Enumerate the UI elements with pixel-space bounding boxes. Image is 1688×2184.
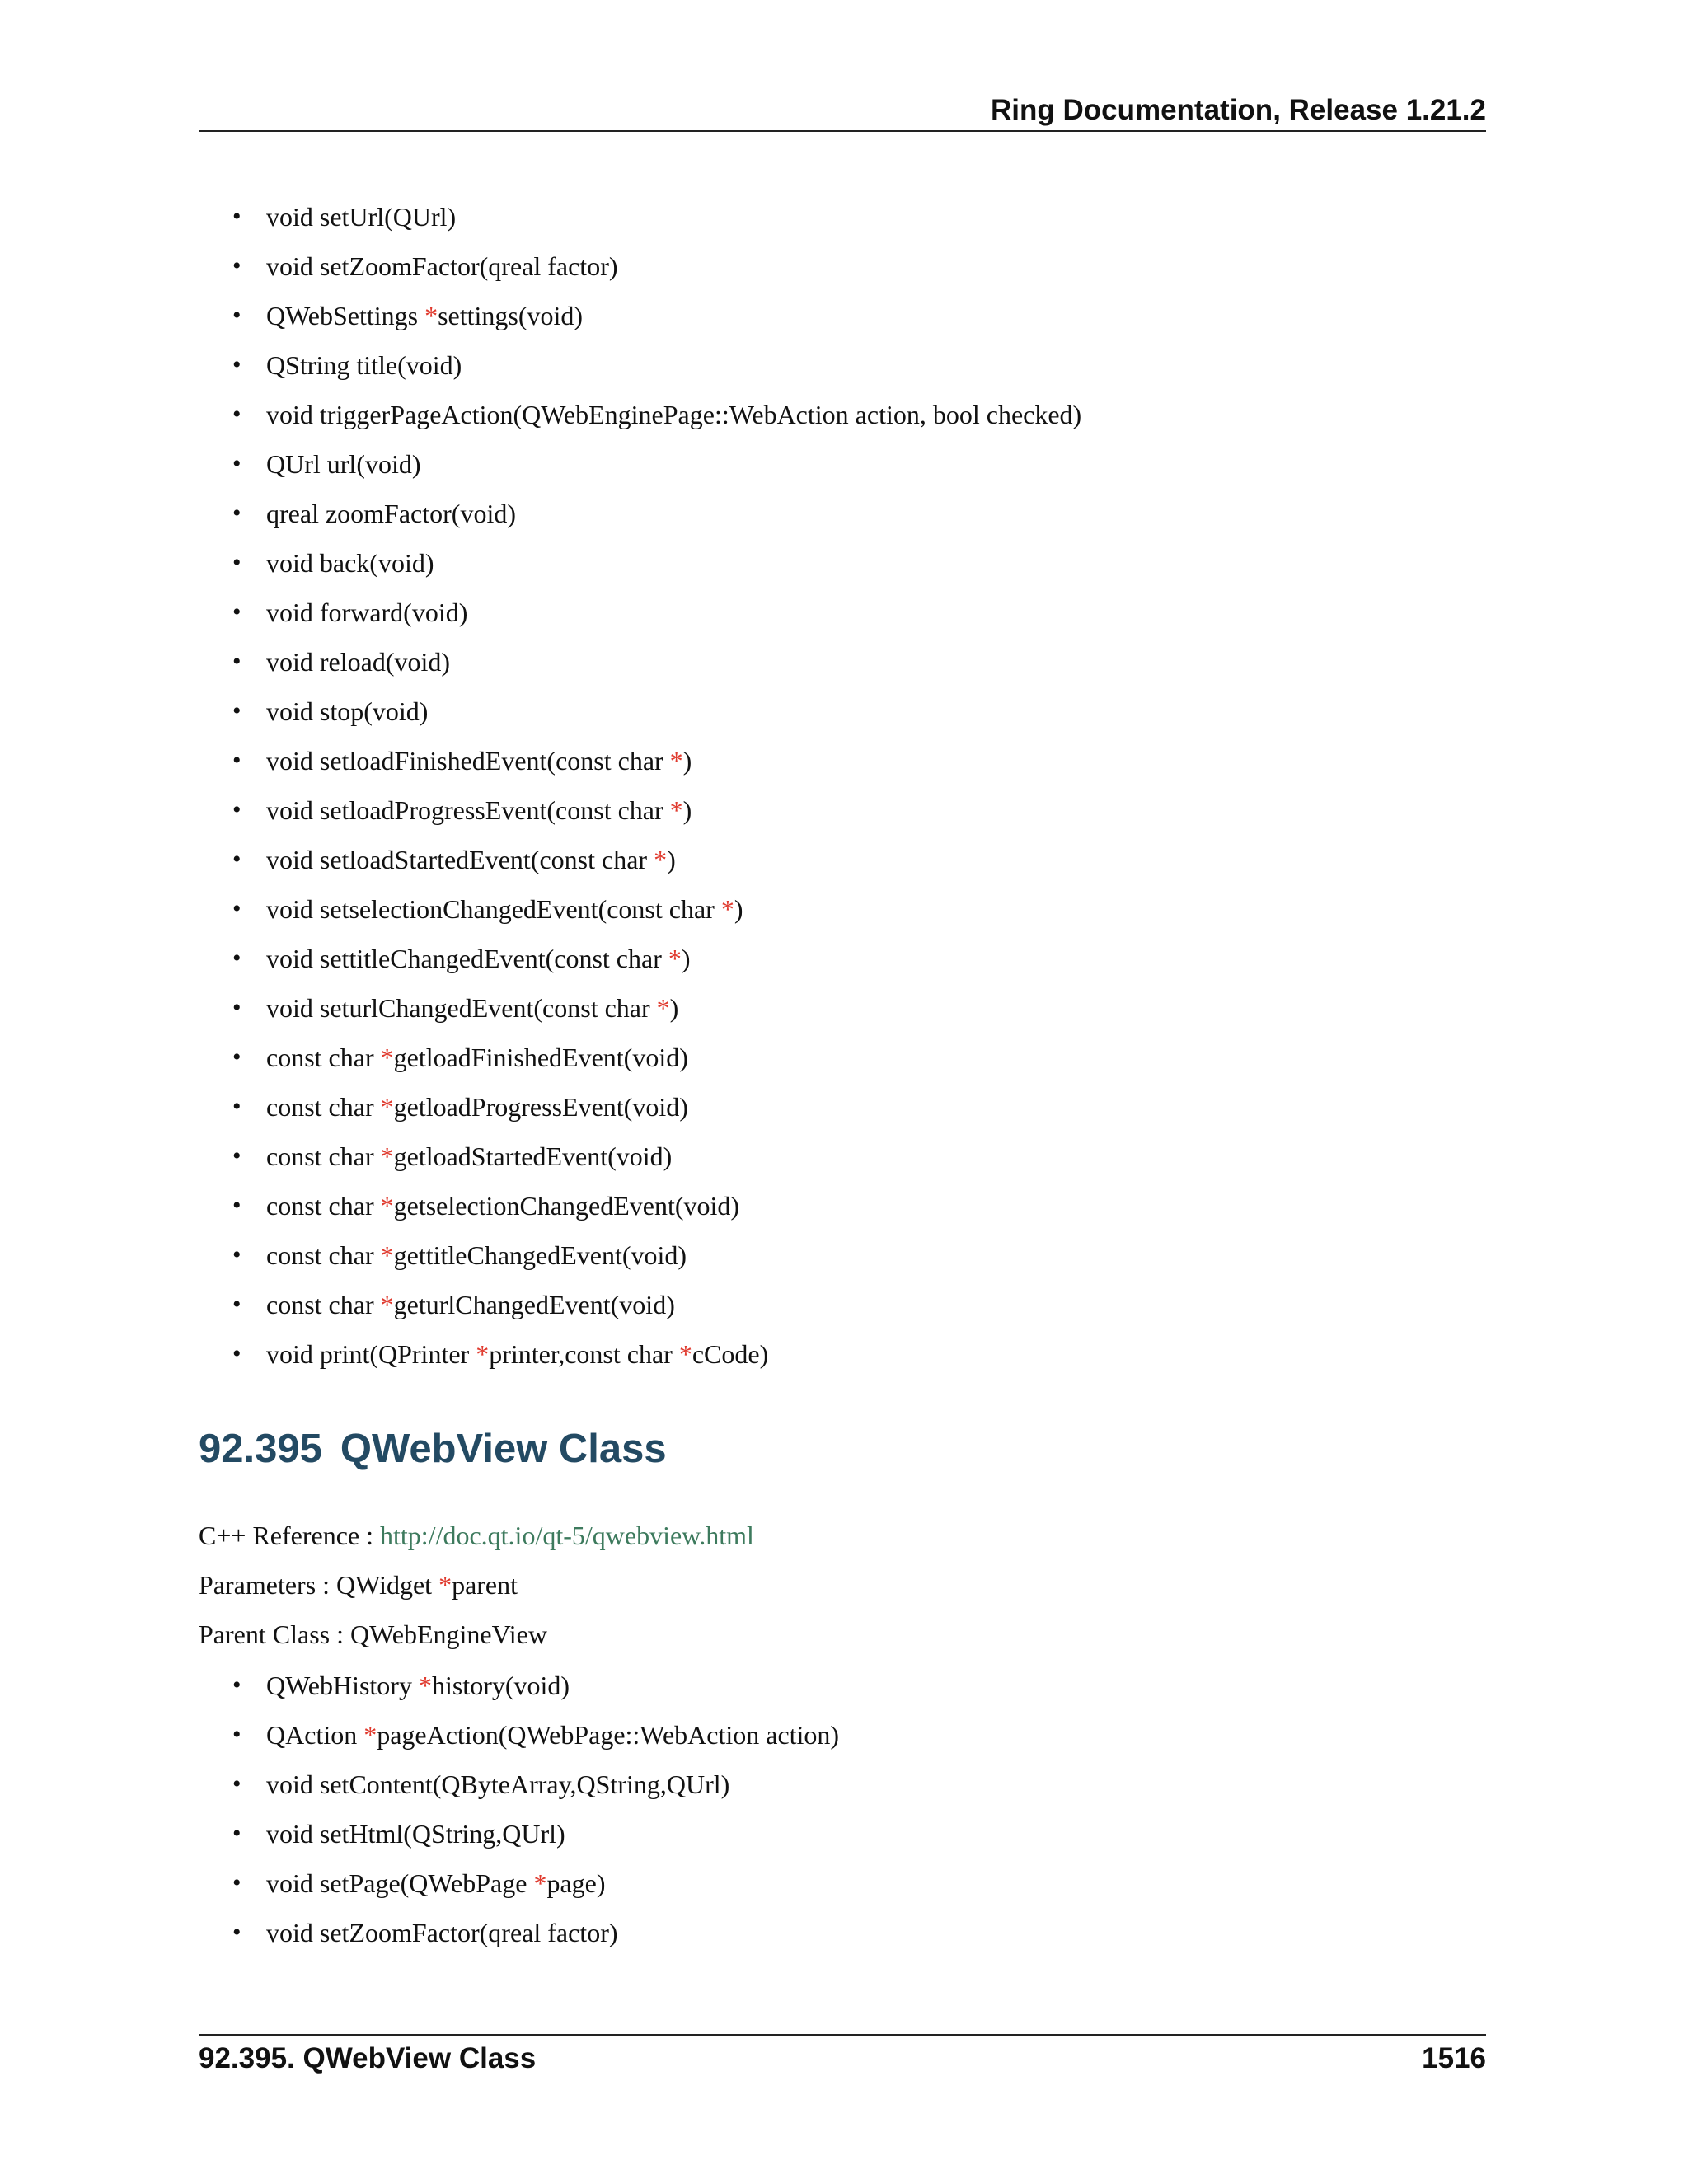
list-item [232, 1181, 1480, 1230]
method-signature [266, 1809, 565, 1858]
method-list-bottom [232, 1661, 1480, 1957]
cpp-reference-label: C++ Reference : [199, 1521, 380, 1550]
bullet-icon: • [232, 895, 241, 922]
footer-page-number: 1516 [1422, 2042, 1486, 2074]
signature-text: QWebHistory [266, 1671, 419, 1700]
cpp-reference-link[interactable]: http://doc.qt.io/qt-5/qwebview.html [380, 1521, 754, 1550]
signature-text: const char [266, 1092, 381, 1122]
section-number: 92.395 [199, 1427, 322, 1471]
method-signature [266, 1329, 768, 1379]
pointer-star: * [669, 746, 683, 776]
pointer-star: * [669, 795, 683, 825]
parent-class-line: Parent Class : QWebEngineView [199, 1619, 547, 1649]
bullet-icon: • [232, 549, 241, 576]
signature-text: void setloadProgressEvent(const char [266, 795, 670, 825]
method-signature [266, 1082, 688, 1132]
bullet-icon: • [232, 648, 241, 675]
bullet-icon: • [232, 598, 241, 626]
method-signature [266, 439, 421, 489]
section-heading [199, 1426, 667, 1472]
list-item [232, 884, 1480, 934]
signature-text: void setContent(QByteArray,QString,QUrl) [266, 1769, 730, 1799]
bullet-icon: • [232, 1721, 241, 1748]
bullet-icon: • [232, 846, 241, 873]
header-divider [199, 130, 1486, 132]
bullet-icon: • [232, 747, 241, 774]
signature-text: history(void) [431, 1671, 570, 1700]
list-item [232, 1760, 1480, 1809]
method-signature [266, 934, 691, 983]
signature-text: void setZoomFactor(qreal factor) [266, 1918, 618, 1947]
pointer-star: * [380, 1290, 394, 1319]
signature-text: page) [546, 1868, 606, 1898]
footer-divider [199, 2034, 1486, 2036]
bullet-icon: • [232, 499, 241, 527]
method-signature [266, 835, 676, 884]
list-item [232, 736, 1480, 785]
bullet-icon: • [232, 796, 241, 823]
signature-text: void reload(void) [266, 647, 451, 677]
method-signature [266, 241, 618, 291]
pointer-star: * [380, 1141, 394, 1171]
bullet-icon: • [232, 450, 241, 477]
list-item [232, 637, 1480, 687]
signature-text: const char [266, 1290, 381, 1319]
signature-text: getselectionChangedEvent(void) [393, 1191, 740, 1221]
list-item [232, 439, 1480, 489]
bullet-icon: • [232, 1043, 241, 1071]
method-signature [266, 1661, 570, 1710]
signature-text: void setHtml(QString,QUrl) [266, 1819, 565, 1849]
method-signature [266, 785, 692, 835]
signature-text: void print(QPrinter [266, 1339, 476, 1369]
list-item [232, 588, 1480, 637]
method-signature [266, 687, 428, 736]
bullet-icon: • [232, 401, 241, 428]
method-signature [266, 588, 467, 637]
pointer-star: * [668, 944, 682, 973]
bullet-icon: • [232, 203, 241, 230]
signature-text: QWebSettings [266, 301, 425, 330]
signature-text: ) [681, 944, 691, 973]
bullet-icon: • [232, 1340, 241, 1367]
signature-text: void setUrl(QUrl) [266, 202, 457, 232]
pointer-star: * [380, 1240, 394, 1270]
bullet-icon: • [232, 1093, 241, 1120]
pointer-star: * [380, 1092, 394, 1122]
bullet-icon: • [232, 252, 241, 279]
parameters-line [199, 1560, 518, 1610]
list-item [232, 1082, 1480, 1132]
list-item [232, 1329, 1480, 1379]
method-signature [266, 1908, 618, 1957]
running-header: Ring Documentation, Release 1.21.2 [990, 94, 1486, 126]
signature-text: ) [734, 894, 743, 924]
bullet-icon: • [232, 944, 241, 972]
method-signature [266, 538, 434, 588]
signature-text: ) [669, 993, 679, 1023]
method-signature [266, 1710, 839, 1760]
method-signature [266, 390, 1081, 439]
bullet-icon: • [232, 1241, 241, 1268]
bullet-icon: • [232, 1770, 241, 1797]
signature-text: ) [682, 795, 692, 825]
pointer-star: * [363, 1720, 377, 1750]
list-item [232, 1132, 1480, 1181]
pointer-star: * [380, 1191, 394, 1221]
signature-text: void back(void) [266, 548, 434, 578]
signature-text: void setZoomFactor(qreal factor) [266, 251, 618, 281]
signature-text: QString title(void) [266, 350, 462, 380]
list-item [232, 1033, 1480, 1082]
signature-text: void settitleChangedEvent(const char [266, 944, 668, 973]
pointer-star: * [654, 845, 668, 874]
list-item [232, 1230, 1480, 1280]
bullet-icon: • [232, 994, 241, 1021]
parameters-label: Parameters : QWidget [199, 1570, 439, 1600]
list-item [232, 291, 1480, 340]
signature-text: void stop(void) [266, 696, 429, 726]
signature-text: geturlChangedEvent(void) [393, 1290, 675, 1319]
method-signature [266, 1181, 739, 1230]
list-item [232, 1908, 1480, 1957]
pointer-star: * [424, 301, 438, 330]
cpp-reference-line [199, 1511, 754, 1560]
parameters-name: parent [452, 1570, 518, 1600]
list-item [232, 687, 1480, 736]
bullet-icon: • [232, 1192, 241, 1219]
list-item [232, 983, 1480, 1033]
signature-text: void setselectionChangedEvent(const char [266, 894, 721, 924]
pointer-star: * [476, 1339, 490, 1369]
method-signature [266, 489, 516, 538]
method-signature [266, 1230, 687, 1280]
signature-text: void seturlChangedEvent(const char [266, 993, 657, 1023]
list-item [232, 1280, 1480, 1329]
method-signature [266, 1760, 729, 1809]
bullet-icon: • [232, 1142, 241, 1169]
bullet-icon: • [232, 1869, 241, 1896]
method-signature [266, 884, 743, 934]
method-signature [266, 736, 692, 785]
bullet-icon: • [232, 697, 241, 724]
method-signature [266, 983, 678, 1033]
pointer-star: * [720, 894, 734, 924]
method-signature [266, 1033, 688, 1082]
method-signature [266, 1280, 675, 1329]
signature-text: getloadFinishedEvent(void) [393, 1043, 688, 1072]
list-item [232, 192, 1480, 241]
method-signature [266, 1132, 672, 1181]
signature-text: void setloadStartedEvent(const char [266, 845, 654, 874]
pointer-star: * [418, 1671, 432, 1700]
list-item [232, 1858, 1480, 1908]
pointer-star: * [533, 1868, 547, 1898]
signature-text: gettitleChangedEvent(void) [393, 1240, 687, 1270]
list-item [232, 241, 1480, 291]
signature-text: settings(void) [438, 301, 584, 330]
signature-text: void setloadFinishedEvent(const char [266, 746, 670, 776]
section-title-text: QWebView Class [340, 1427, 667, 1471]
pointer-star: * [438, 1570, 452, 1600]
signature-text: QAction [266, 1720, 364, 1750]
signature-text: const char [266, 1191, 381, 1221]
list-item [232, 538, 1480, 588]
list-item [232, 1710, 1480, 1760]
signature-text: const char [266, 1043, 381, 1072]
signature-text: getloadStartedEvent(void) [393, 1141, 673, 1171]
list-item [232, 835, 1480, 884]
footer-section: 92.395. QWebView Class [199, 2042, 537, 2074]
bullet-icon: • [232, 351, 241, 378]
list-item [232, 340, 1480, 390]
pointer-star: * [656, 993, 670, 1023]
pointer-star: * [678, 1339, 692, 1369]
bullet-icon: • [232, 1919, 241, 1946]
signature-text: const char [266, 1141, 381, 1171]
method-signature [266, 1858, 606, 1908]
signature-text: cCode) [692, 1339, 769, 1369]
signature-text: void forward(void) [266, 598, 468, 627]
signature-text: pageAction(QWebPage::WebAction action) [377, 1720, 840, 1750]
signature-text: printer,const char [489, 1339, 679, 1369]
method-signature [266, 291, 583, 340]
signature-text: const char [266, 1240, 381, 1270]
list-item [232, 390, 1480, 439]
bullet-icon: • [232, 1671, 241, 1699]
signature-text: void triggerPageAction(QWebEnginePage::WebAction action, bool checked) [266, 400, 1082, 429]
bullet-icon: • [232, 1291, 241, 1318]
list-item [232, 489, 1480, 538]
bullet-icon: • [232, 1820, 241, 1847]
signature-text: getloadProgressEvent(void) [393, 1092, 688, 1122]
pointer-star: * [380, 1043, 394, 1072]
signature-text: qreal zoomFactor(void) [266, 499, 516, 528]
bullet-icon: • [232, 302, 241, 329]
signature-text: ) [682, 746, 692, 776]
method-signature [266, 637, 450, 687]
signature-text: void setPage(QWebPage [266, 1868, 534, 1898]
method-list-top [232, 192, 1480, 1379]
list-item [232, 1809, 1480, 1858]
signature-text: QUrl url(void) [266, 449, 421, 479]
list-item [232, 934, 1480, 983]
list-item [232, 785, 1480, 835]
list-item [232, 1661, 1480, 1710]
method-signature [266, 192, 456, 241]
method-signature [266, 340, 462, 390]
signature-text: ) [667, 845, 676, 874]
